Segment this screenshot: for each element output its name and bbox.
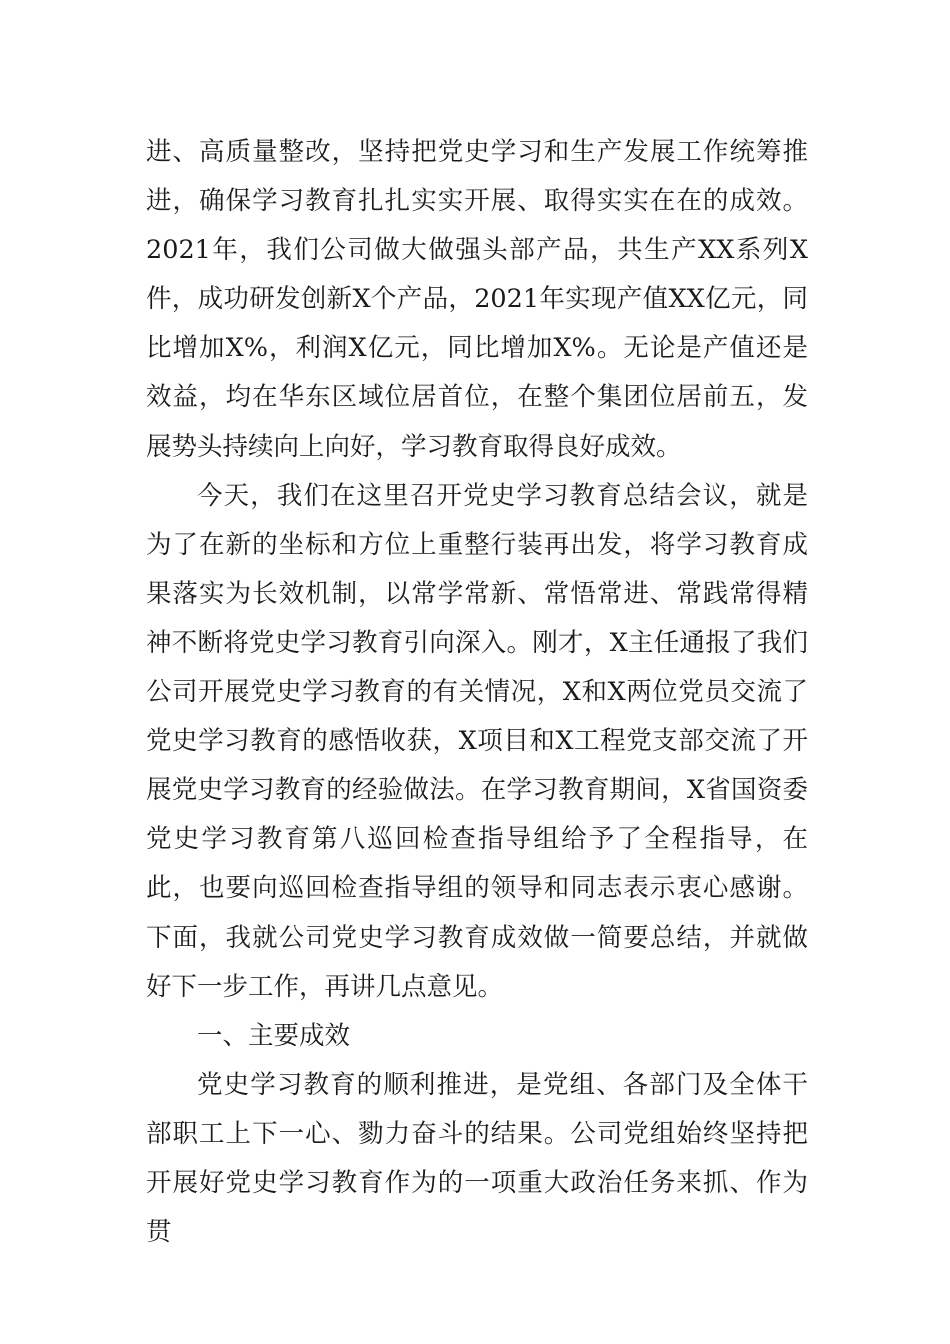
- section-heading-main-results: 一、主要成效: [197, 1020, 351, 1051]
- paragraph-meeting-intro: 今天，我们在这里召开党史学习教育总结会议，就是为了在新的坐标和方位上重整行装再出发，将学习教育成果落实为长效机制，以常学常新、常悟常进、常践常得精神不断将党史学习教育引向深入。刚才，X主任通报了我们公司开展党史学习教育的有关情况，X和X两位党员交流了党史学习教育的感悟收获，X项目和X工程党支部交流了开展党史学习教育的经验做法。在学习教育期间，X省国资委党史学习教育第八巡回检查指导组给予了全程指导，在此，也要向巡回检查指导组的领导和同志表示衷心感谢。下面，我就公司党史学习教育成效做一简要总结，并就做好下一步工作，再讲几点意见。: [146, 480, 808, 1002]
- paragraph-continuation: 进、高质量整改，坚持把党史学习和生产发展工作统筹推进，确保学习教育扎扎实实开展、取得实实在在的成效。2021年，我们公司做大做强头部产品，共生产XX系列X件，成功研发创新X个产品，2021年实现产值XX亿元，同比增加X%，利润X亿元，同比增加X%。无论是产值还是效益，均在华东区域位居首位，在整个集团位居前五，发展势头持续向上向好，学习教育取得良好成效。: [146, 137, 808, 462]
- document-body: [146, 128, 808, 1257]
- paragraph-main-results: 党史学习教育的顺利推进，是党组、各部门及全体干部职工上下一心、勠力奋斗的结果。公司党组始终坚持把开展好党史学习教育作为的一项重大政治任务来抓、作为贯: [146, 1069, 808, 1248]
